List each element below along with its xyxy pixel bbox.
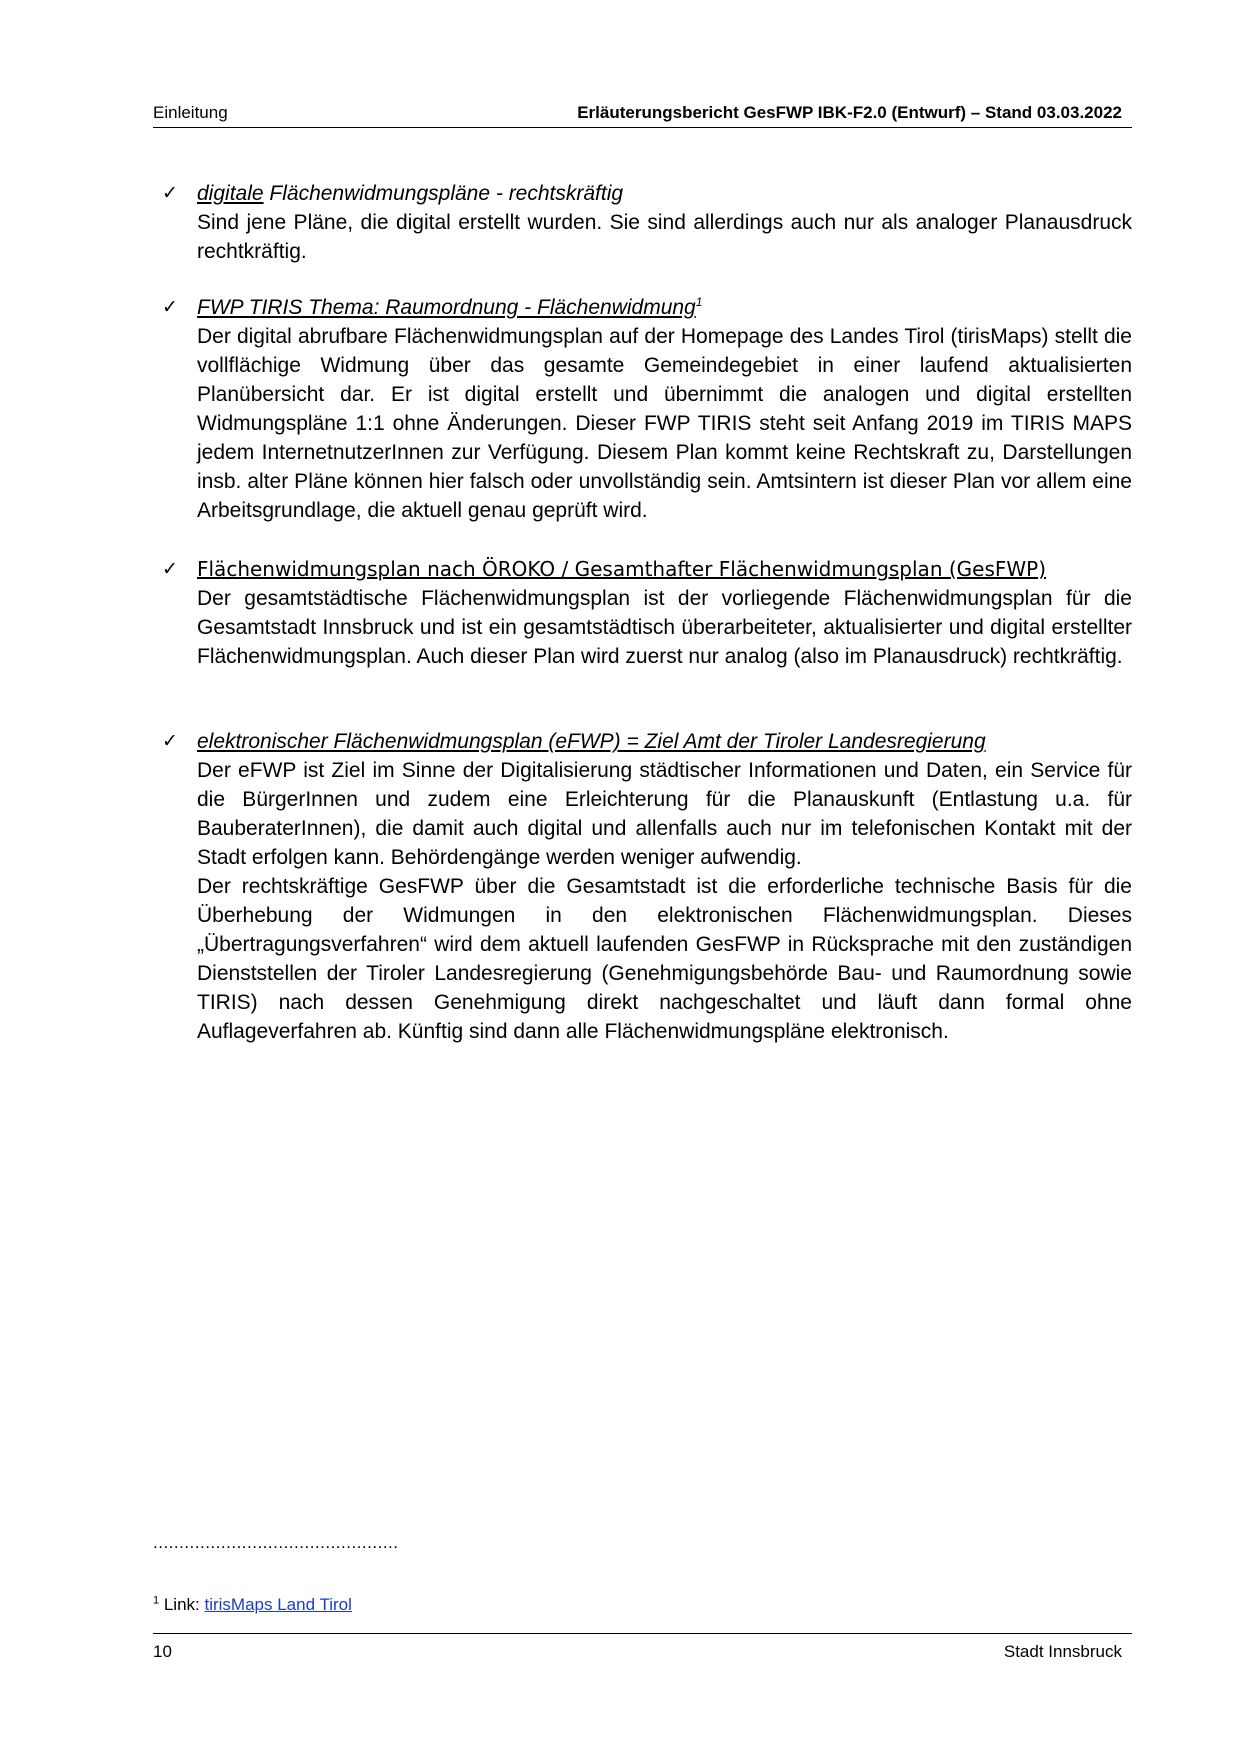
footnote-label: Link: (159, 1595, 205, 1614)
item-title-text: FWP TIRIS Thema: Raumordnung - Flächenwidmung (197, 296, 696, 319)
tirismaps-link[interactable]: tirisMaps Land Tirol (204, 1595, 352, 1614)
item-title: Flächenwidmungsplan nach ÖROKO / Gesamthafter Flächenwidmungsplan (GesFWP) (197, 557, 1047, 581)
item-title (197, 293, 1132, 322)
item-paragraph: Der digital abrufbare Flächenwidmungsplan auf der Homepage des Landes Tirol (tirisMaps) stellt die vollflächige Widmung über das gesamte Gemeindegebiet in einer laufend aktualisierten Planübersicht dar. Er ist digital erstellt und übernimmt die analogen und digital erstellten Widmungspläne 1:1 ohne Änderungen. Dieser FWP TIRIS steht seit Anfang 2019 im TIRIS MAPS jedem InternetnutzerInnen zur Verfügung. Diesem Plan kommt keine Rechtskraft zu, Darstellungen insb. alter Pläne können hier falsch oder unvollständig sein. Amtsintern ist dieser Plan vor allem eine Arbeitsgrundlage, die aktuell genau geprüft wird. (197, 325, 1132, 522)
checkmark-icon: ✓ (162, 296, 178, 318)
item-paragraph: Sind jene Pläne, die digital erstellt wurden. Sie sind allerdings auch nur als analoger Planausdruck rechtkräftig. (197, 211, 1132, 263)
list-item-fwp-tiris (162, 293, 1132, 525)
item-title: elektronischer Flächenwidmungsplan (eFWP) = Ziel Amt der Tiroler Landesregierung (197, 730, 986, 753)
footnote (153, 1595, 352, 1615)
item-title (197, 179, 1132, 208)
list-item-efwp (162, 727, 1132, 1046)
list-item-digitale-plaene (162, 179, 1132, 266)
page-footer (153, 1633, 1132, 1661)
footer-publisher: Stadt Innsbruck (1003, 1642, 1122, 1661)
item-paragraph: Der gesamtstädtische Flächenwidmungsplan ist der vorliegende Flächenwidmungsplan für die Gesamtstadt Innsbruck und ist ein gesamtstädtisch überarbeiteter, aktualisierter und digital erstellter Flächenwidmungsplan. Auch dieser Plan wird zuerst nur analog (also im Planausdruck) rechtkräftig. (197, 587, 1132, 668)
footnote-separator: ............................................... (153, 1533, 399, 1552)
page-header (153, 103, 1132, 128)
footnote-reference[interactable]: 1 (695, 295, 703, 309)
header-title: Erläuterungsbericht GesFWP IBK-F2.0 (Entwurf) – Stand 03.03.2022 (577, 103, 1122, 122)
item-title-rest: Flächenwidmungspläne - rechtskräftig (263, 182, 624, 205)
footnote-number: 1 (153, 1594, 160, 1607)
item-paragraph: Der rechtskräftige GesFWP über die Gesamtstadt ist die erforderliche technische Basis für die Überhebung der Widmungen in den elektronischen Flächenwidmungsplan. Dieses „Übertragungsverfahren“ wird dem aktuell laufenden GesFWP in Rücksprache mit den zuständigen Dienststellen der Tiroler Landesregierung (Genehmigungsbehörde Bau- und Raumordnung sowie TIRIS) nach dessen Genehmigung direkt nachgeschaltet und läuft dann formal ohne Auflageverfahren ab. Künftig sind dann alle Flächenwidmungspläne elektronisch. (197, 875, 1132, 1043)
checkmark-icon: ✓ (162, 182, 178, 204)
item-paragraph: Der eFWP ist Ziel im Sinne der Digitalisierung städtischer Informationen und Daten, ein Service für die BürgerInnen und zudem eine Erleichterung für die Planauskunft (Entlastung u.a. für BauberaterInnen), die damit auch digital und allenfalls auch nur im telefonischen Kontakt mit der Stadt erfolgen kann. Behördengänge werden weniger aufwendig. (197, 759, 1132, 869)
checkmark-icon: ✓ (162, 730, 178, 752)
page-number: 10 (153, 1642, 172, 1661)
header-section: Einleitung (153, 103, 228, 122)
checkmark-icon: ✓ (162, 558, 178, 580)
item-title-underlined: digitale (197, 182, 264, 205)
list-item-gesfwp (162, 555, 1132, 671)
